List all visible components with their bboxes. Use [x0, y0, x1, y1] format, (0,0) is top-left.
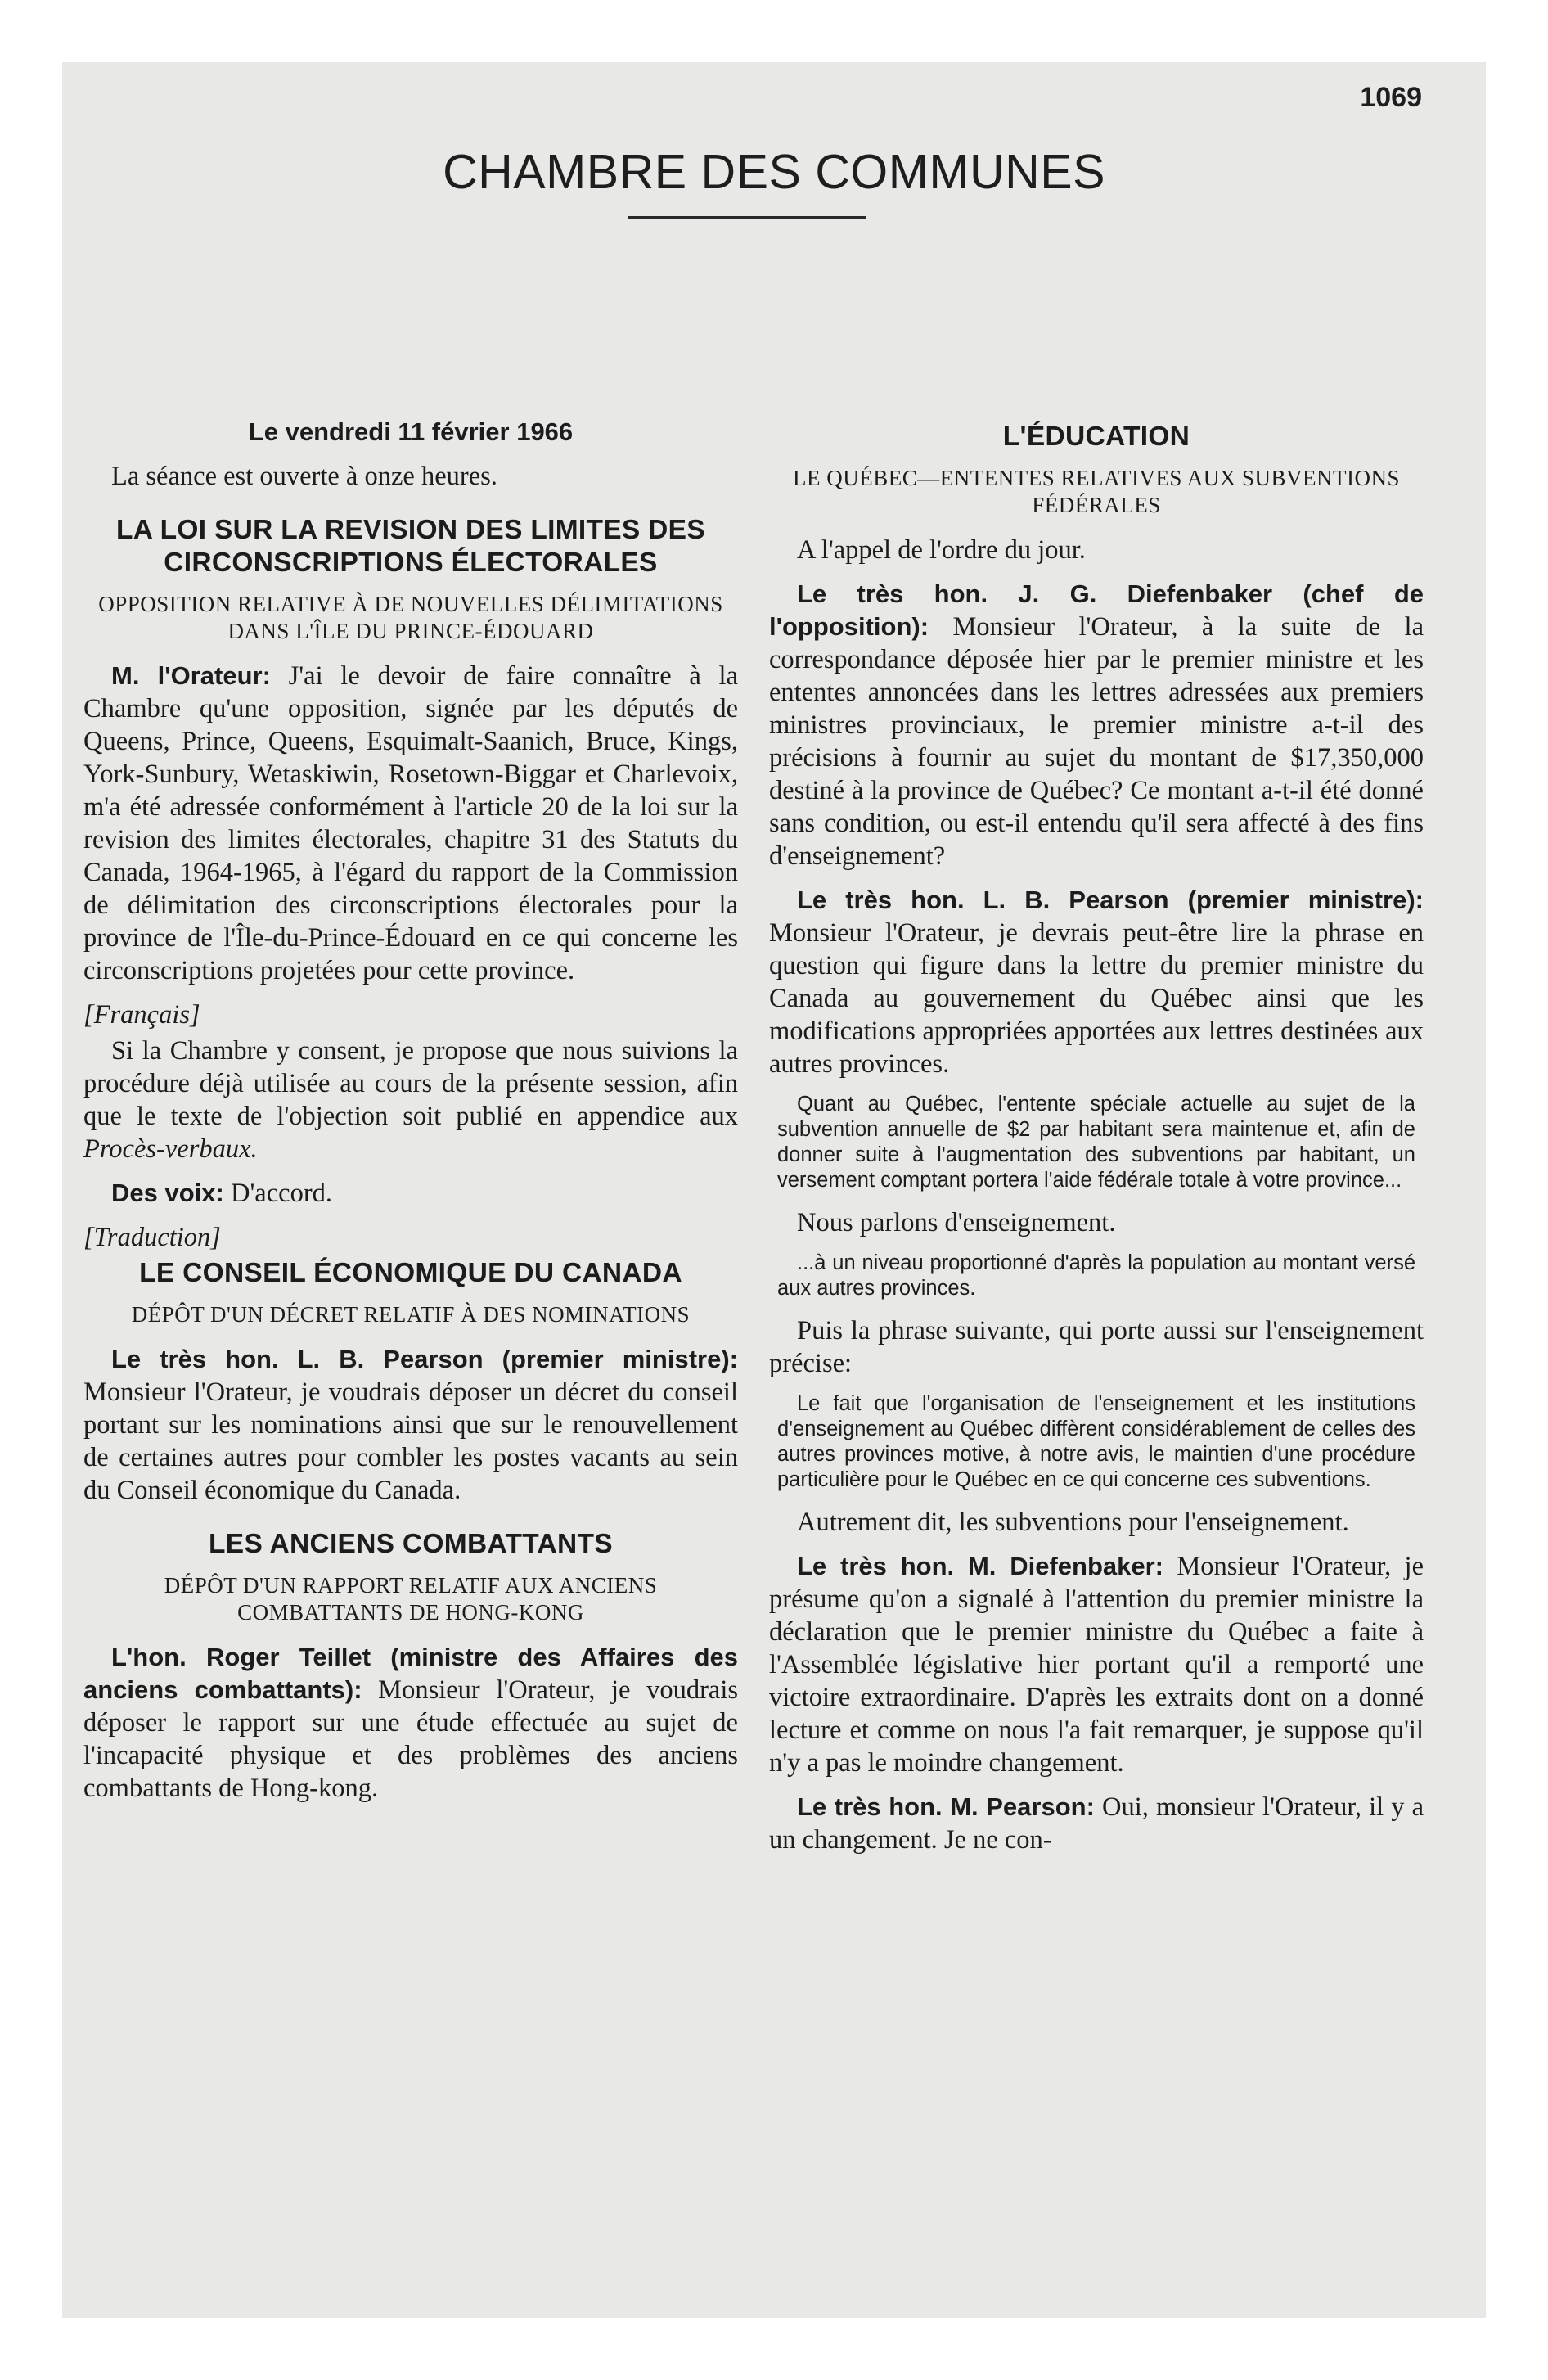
left-column — [83, 416, 738, 1816]
language-label-francais: [Français] — [83, 1000, 200, 1030]
subheading-quebec: LE QUÉBEC—ENTENTES RELATIVES AUX SUBVENTIONS FÉDÉRALES — [793, 466, 1400, 517]
subheading-decree: DÉPÔT D'UN DÉCRET RELATIF À DES NOMINATIONS — [131, 1302, 691, 1327]
heading-economic-council: LE CONSEIL ÉCONOMIQUE DU CANADA — [139, 1258, 682, 1288]
speech-education-remark: Nous parlons d'enseignement. — [797, 1208, 1116, 1237]
speaker-name: Le très hon. J. G. Diefenbaker (chef de l'opposition): — [769, 579, 1424, 641]
speech-in-other-words: Autrement dit, les subventions pour l'enseignement. — [797, 1508, 1349, 1537]
heading-education: L'ÉDUCATION — [1002, 421, 1190, 452]
page-number: 1069 — [1360, 82, 1422, 113]
speech-next-phrase: Puis la phrase suivante, qui porte aussi sur l'enseignement précise: — [769, 1316, 1424, 1378]
right-column — [769, 421, 1424, 1868]
speech-pearson-decree — [83, 1343, 738, 1507]
quoted-letter-2: ...à un niveau proportionné d'après la population au montant versé aux autres provinces. — [777, 1251, 1415, 1300]
speech-text: Monsieur l'Orateur, je voudrais déposer le rapport sur une étude effectuée au sujet de l'incapacité physique et des problèmes des anciens combattants de Hong-kong. — [83, 1675, 738, 1803]
speaker-name: Le très hon. M. Diefenbaker: — [797, 1552, 1163, 1580]
orders-of-day: A l'appel de l'ordre du jour. — [797, 535, 1086, 565]
speaker-name: M. l'Orateur: — [111, 661, 271, 690]
speech-text: Monsieur l'Orateur, je devrais peut-être lire la phrase en question qui figure dans la lettre du premier ministre du Canada au gouvernement du Québec ainsi que les modifications appropriées apportées aux lettres destinées aux autres provinces. — [769, 918, 1424, 1079]
speech-voices — [83, 1177, 738, 1210]
speech-diefenbaker-question — [769, 578, 1424, 872]
speech-pearson-answer — [769, 884, 1424, 1080]
speech-text: D'accord. — [230, 1179, 333, 1208]
opening-line: La séance est ouverte à onze heures. — [111, 462, 497, 491]
speech-text: J'ai le devoir de faire connaître à la Chambre qu'une opposition, signée par les députés de Queens, Prince, Queens, Esquimalt-Saanich, Bruce, Kings, York-Sunbury, Wetaskiwin, Rosetown-Biggar et Charlevoix, m'a été adressée conformément à l'article 20 de la loi sur la revision des limites électorales, chapitre 31 des Statuts du Canada, 1964-1965, à l'égard du rapport de la Commission de délimitation des circonscriptions électorales pour la province de l'Île-du-Prince-Édouard en ce qui concerne les circonscriptions projetées pour cette province. — [83, 661, 739, 985]
heading-veterans: LES ANCIENS COMBATTANTS — [209, 1529, 613, 1559]
speech-text: Oui, monsieur l'Orateur, il y a un changement. Je ne con- — [769, 1792, 1424, 1855]
speaker-name: Le très hon. M. Pearson: — [797, 1792, 1095, 1821]
speaker-name: Des voix: — [111, 1179, 224, 1207]
title-rule — [628, 216, 866, 219]
heading-electoral-limits: LA LOI SUR LA REVISION DES LIMITES DES CIRCONSCRIPTIONS ÉLECTORALES — [116, 515, 705, 578]
speech-speaker-orateur — [83, 660, 738, 987]
speaker-name: L'hon. Roger Teillet (ministre des Affaires des anciens combattants): — [83, 1643, 738, 1704]
quoted-letter-1: Quant au Québec, l'entente spéciale actuelle au sujet de la subvention annuelle de $2 par habitant sera maintenue et, afin de donner suite à l'augmentation des subventions par habitant, un versement comptant portera l'aide fédérale totale à votre province... — [777, 1093, 1415, 1192]
speech-pearson-reply — [769, 1791, 1424, 1856]
speech-teillet — [83, 1641, 738, 1805]
language-label-traduction: [Traduction] — [83, 1223, 221, 1252]
speech-diefenbaker-followup — [769, 1550, 1424, 1779]
speech-text-italic: Procès-verbaux. — [83, 1134, 258, 1164]
subheading-report: DÉPÔT D'UN RAPPORT RELATIF AUX ANCIENS COMBATTANTS DE HONG-KONG — [164, 1573, 658, 1625]
speaker-name: Le très hon. L. B. Pearson (premier ministre): — [111, 1345, 738, 1373]
speech-text: Monsieur l'Orateur, à la suite de la correspondance déposée hier par le premier ministre et les ententes annoncées dans les lettres adressées aux premiers ministres provinciaux, le premier ministre a-t-il des précisions à fournir au sujet du montant de $17,350,000 destiné à la province de Québec? Ce montant a-t-il été donné sans condition, ou est-il entendu qu'il sera affecté à des fins d'enseignement? — [769, 612, 1424, 871]
speech-text: Monsieur l'Orateur, je voudrais déposer un décret du conseil portant sur les nominations ainsi que sur le renouvellement de certaines autres pour combler les postes vacants au sein du Conseil économique du Canada. — [83, 1377, 738, 1505]
page-title: CHAMBRE DES COMMUNES — [443, 145, 1105, 199]
quoted-letter-3: Le fait que l'organisation de l'enseignement et les institutions d'enseignement au Québec diffèrent considérablement de celles des autres provinces motive, à notre avis, le maintien d'une procédure particulière pour le Québec en ce qui concerne ces subventions. — [777, 1392, 1415, 1491]
speech-consent — [83, 1034, 738, 1165]
subheading-opposition: OPPOSITION RELATIVE À DE NOUVELLES DÉLIMITATIONS DANS L'ÎLE DU PRINCE-ÉDOUARD — [98, 592, 723, 643]
speaker-name: Le très hon. L. B. Pearson (premier ministre): — [797, 886, 1424, 914]
sitting-date: Le vendredi 11 février 1966 — [248, 417, 574, 446]
speech-text: Si la Chambre y consent, je propose que nous suivions la procédure déjà utilisée au cours de la présente session, afin que le texte de l'objection soit publié en appendice aux — [83, 1036, 738, 1131]
speech-text: Monsieur l'Orateur, je présume qu'on a signalé à l'attention du premier ministre la déclaration que le premier ministre du Québec a faite à l'Assemblée législative hier portant qu'il a remporté une victoire extraordinaire. D'après les extraits dont on a donné lecture et comme on nous l'a fait remarquer, je suppose qu'il n'y a pas le moindre changement. — [769, 1552, 1424, 1778]
